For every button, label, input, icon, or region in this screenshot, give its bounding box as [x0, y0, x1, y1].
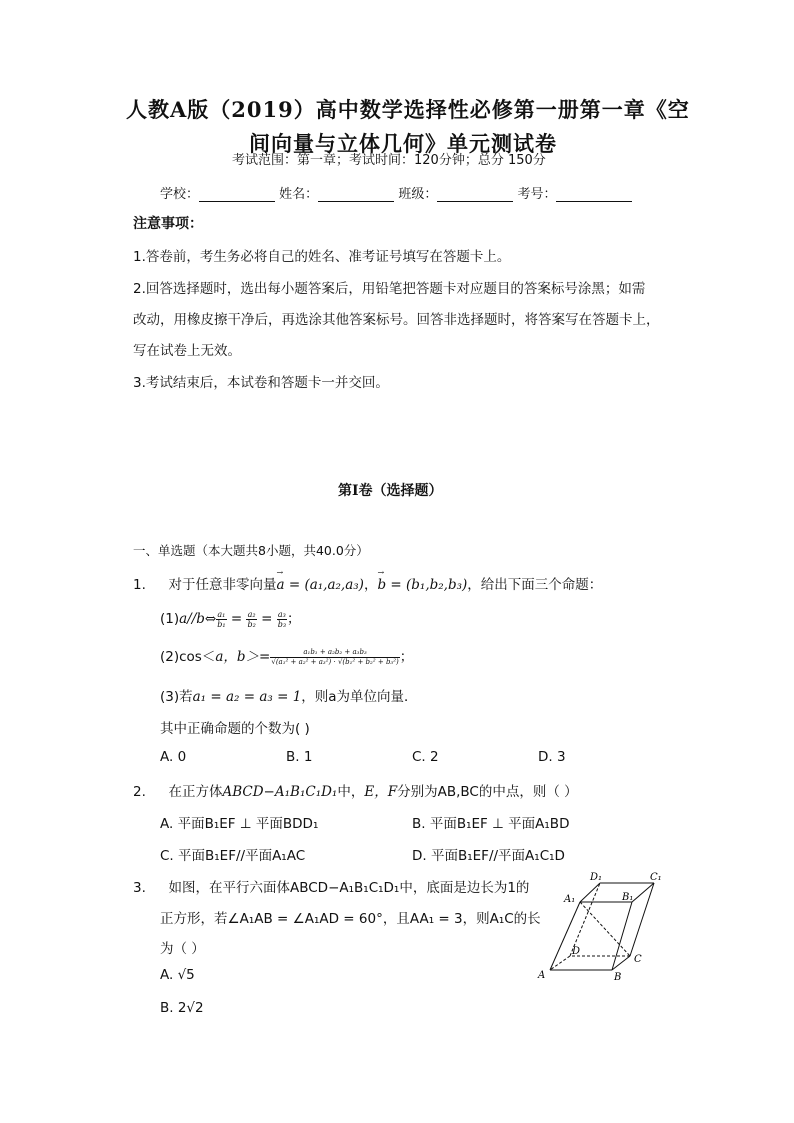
- q2-stem-prefix: 在正方体: [168, 784, 223, 800]
- q1-number: 1.: [133, 577, 146, 593]
- label-d1: D₁: [590, 872, 603, 883]
- q2-stem-ef: E，F: [364, 784, 398, 800]
- q2-stem-math: ABCD−A₁B₁C₁D₁: [222, 784, 338, 800]
- question-2: [133, 780, 578, 800]
- edge-b-c: [612, 956, 630, 970]
- notice-item-3: 3.考试结束后，本试卷和答题卡一并交回。: [133, 375, 389, 391]
- q1-p2-text: a，b＞=: [215, 649, 271, 665]
- number-label: 考号：: [517, 187, 557, 202]
- q2-stem-suffix: 分别为AB,BC的中点，则（ ）: [397, 784, 578, 800]
- exam-info: 考试范围：第一章；考试时间：120分钟；总分 150分: [232, 153, 546, 168]
- notice-item-2-line-3: 写在试卷上无效。: [133, 343, 241, 359]
- q3-option-a[interactable]: A. √5: [160, 967, 195, 983]
- q1-proposition-1: (1)a//b⇔ $\frac{\text{a₁}}{\text{b₁}}$ = $\frac{\text{a₂}}{\text{b₂}}$ = $\frac{\text{a₃}}{\text{b₃}}$ ；: [160, 609, 301, 629]
- notice-item-2-line-1: 2.回答选择题时，选出每小题答案后，用铅笔把答题卡对应题目的答案标号涂黑；如需: [133, 281, 646, 297]
- notice-item-2-line-2: 改动，用橡皮擦干净后，再选涂其他答案标号。回答非选择题时，将答案写在答题卡上，: [133, 312, 660, 328]
- q2-option-c[interactable]: C. 平面B₁EF//平面A₁AC: [160, 848, 306, 864]
- q1-option-d[interactable]: D. 3: [538, 749, 566, 765]
- parallelepiped-figure: [532, 868, 672, 988]
- q1-p3-prefix: (3)若: [160, 689, 193, 705]
- diagonal-a1-c: [580, 902, 630, 956]
- q1-p3-math: a₁ = a₂ = a₃ = 1: [192, 689, 302, 705]
- class-blank[interactable]: [437, 187, 513, 202]
- label-d: D: [572, 946, 581, 957]
- label-a1: A₁: [564, 894, 576, 905]
- label-c1: C₁: [650, 872, 662, 883]
- q1-stem-b: ，给出下面三个命题：: [467, 577, 603, 593]
- q1-p3-suffix: ，则a为单位向量．: [301, 689, 418, 705]
- q2-stem-mid: 中，: [337, 784, 365, 800]
- q2-number: 2.: [133, 784, 146, 800]
- q2-option-d[interactable]: D. 平面B₁EF//平面A₁C₁D: [412, 848, 565, 864]
- q1-vector-b: (b₁,b₂,b₃): [406, 577, 468, 593]
- q1-p1-text: a//b⇔: [179, 611, 217, 627]
- q1-ask: 其中正确命题的个数为( ): [160, 721, 310, 737]
- q1-p2-numerator: a₁b₁ + a₂b₂ + a₃b₃: [270, 648, 399, 658]
- section-title: 第I卷（选择题）: [338, 483, 443, 499]
- q3-line-3: 为（ ）: [160, 941, 205, 957]
- q1-stem-a: 对于任意非零向量: [168, 577, 277, 593]
- title-line-1: 人教A版（2019）高中数学选择性必修第一册第一章《空: [126, 97, 690, 122]
- q1-option-b[interactable]: B. 1: [286, 749, 313, 765]
- title-line-2: 间向量与立体几何》单元测试卷: [249, 131, 557, 156]
- q1-vector-a: (a₁,a₂,a₃): [304, 577, 364, 593]
- q1-proposition-2: (2)cos＜a，b＞= $\frac{\text{a₁b₁ + a₂b₂ + a₃b₃}}{\text{√(a₁² + a₂² + a₃²) · √(b₁² + b₂² + b₃²)}}$ ；: [160, 647, 414, 666]
- q2-option-b[interactable]: B. 平面B₁EF ⊥ 平面A₁BD: [412, 816, 570, 832]
- q1-proposition-3: [160, 685, 418, 705]
- school-blank[interactable]: [199, 187, 275, 202]
- label-c: C: [634, 954, 642, 965]
- question-1: 1. 对于任意非零向量→ a = (a₁,a₂,a₃)，→ b = (b₁,b₂,b₃)，给出下面三个命题：: [133, 573, 602, 593]
- q3-line-1: 如图，在平行六面体ABCD−A₁B₁C₁D₁中，底面是边长为1的: [168, 880, 530, 896]
- q3-number: 3.: [133, 880, 146, 896]
- name-label: 姓名：: [279, 187, 319, 202]
- edge-d1-a1: [580, 883, 600, 902]
- q2-option-a[interactable]: A. 平面B₁EF ⊥ 平面BDD₁: [160, 816, 319, 832]
- name-blank[interactable]: [318, 187, 394, 202]
- student-fields: [160, 183, 632, 202]
- q1-p2-label: (2)cos＜: [160, 649, 216, 665]
- notice-item-1: 1.答卷前，考生务必将自己的姓名、准考证号填写在答题卡上。: [133, 249, 511, 265]
- label-b: B: [614, 972, 622, 983]
- part-heading: 一、单选题（本大题共8小题，共40.0分）: [133, 543, 369, 558]
- notice-heading: 注意事项：: [133, 216, 203, 232]
- label-a: A: [538, 970, 546, 981]
- question-3-line-1: [133, 876, 529, 896]
- q1-p2-denominator: √(a₁² + a₂² + a₃²) · √(b₁² + b₂² + b₃²): [271, 657, 399, 666]
- q1-option-c[interactable]: C. 2: [412, 749, 439, 765]
- number-blank[interactable]: [556, 187, 632, 202]
- q1-option-a[interactable]: A. 0: [160, 749, 187, 765]
- class-label: 班级：: [398, 187, 438, 202]
- q1-p1-label: (1): [160, 611, 180, 627]
- q3-option-b[interactable]: B. 2√2: [160, 1000, 204, 1016]
- label-b1: B₁: [622, 892, 634, 903]
- edge-b-b1: [612, 902, 632, 970]
- q3-line-2: 正方形，若∠A₁AB = ∠A₁AD = 60°，且AA₁ = 3，则A₁C的长: [160, 911, 541, 927]
- school-label: 学校：: [160, 187, 200, 202]
